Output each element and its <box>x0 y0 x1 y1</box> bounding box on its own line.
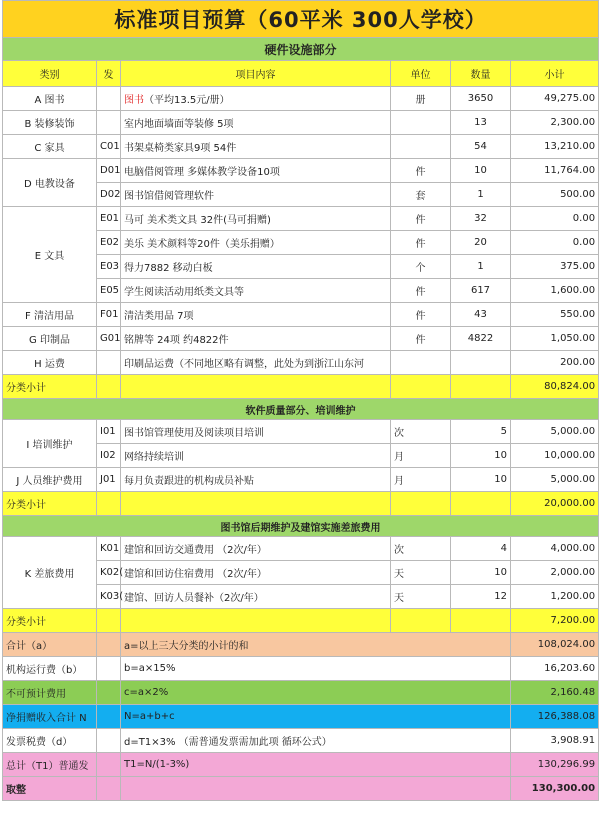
subtotal-value[interactable]: 7,200.00 <box>511 609 599 633</box>
row-subtotal[interactable]: 1,050.00 <box>511 327 599 351</box>
row-code[interactable]: D01 <box>97 159 121 183</box>
row-code[interactable]: E05 <box>97 279 121 303</box>
summary-formula[interactable]: T1=N/(1-3%) <box>121 753 511 777</box>
table-row <box>3 135 599 159</box>
content-text: 铭牌等 24项 约4822件 <box>124 335 229 346</box>
row-unit[interactable]: 天 <box>391 561 451 585</box>
content-text: 室内地面墙面等装修 5项 <box>124 119 234 130</box>
cell[interactable] <box>97 777 121 801</box>
budget-table <box>2 0 599 801</box>
row-qty[interactable] <box>451 351 511 375</box>
cell[interactable] <box>97 753 121 777</box>
row-content[interactable] <box>121 303 391 327</box>
row-unit[interactable] <box>391 135 451 159</box>
row-unit[interactable]: 件 <box>391 303 451 327</box>
summary-value[interactable]: 3,908.91 <box>511 729 599 753</box>
row-category[interactable]: G 印制品 <box>3 327 97 351</box>
subtotal-label[interactable]: 分类小计 <box>3 492 97 516</box>
table-row <box>3 327 599 351</box>
row-category[interactable]: I 培训维护 <box>3 420 97 468</box>
summary-row <box>3 681 599 705</box>
row-qty[interactable]: 20 <box>451 231 511 255</box>
row-unit[interactable]: 件 <box>391 231 451 255</box>
row-code[interactable]: I02 <box>97 444 121 468</box>
row-unit[interactable]: 件 <box>391 207 451 231</box>
row-subtotal[interactable]: 2,300.00 <box>511 111 599 135</box>
subtotal-row <box>3 492 599 516</box>
row-subtotal[interactable]: 2,000.00 <box>511 561 599 585</box>
row-subtotal[interactable]: 200.00 <box>511 351 599 375</box>
subtotal-value[interactable]: 20,000.00 <box>511 492 599 516</box>
header-subtotal[interactable]: 小计 <box>511 61 599 87</box>
row-content[interactable] <box>121 351 391 375</box>
row-qty[interactable]: 10 <box>451 159 511 183</box>
row-subtotal[interactable]: 5,000.00 <box>511 420 599 444</box>
row-content[interactable] <box>121 111 391 135</box>
row-content[interactable] <box>121 231 391 255</box>
row-qty[interactable]: 12 <box>451 585 511 609</box>
row-qty[interactable]: 43 <box>451 303 511 327</box>
row-content[interactable] <box>121 159 391 183</box>
row-code[interactable]: D02 <box>97 183 121 207</box>
summary-value[interactable]: 16,203.60 <box>511 657 599 681</box>
row-code[interactable] <box>97 351 121 375</box>
row-subtotal[interactable]: 11,764.00 <box>511 159 599 183</box>
row-qty[interactable]: 10 <box>451 444 511 468</box>
row-unit[interactable]: 件 <box>391 159 451 183</box>
row-content[interactable] <box>121 327 391 351</box>
row-code[interactable] <box>97 87 121 111</box>
table-row <box>3 468 599 492</box>
cell[interactable] <box>97 492 121 516</box>
header-category[interactable]: 类别 <box>3 61 97 87</box>
row-category[interactable]: E 文具 <box>3 207 97 303</box>
row-qty[interactable]: 32 <box>451 207 511 231</box>
table-row <box>3 159 599 183</box>
summary-value[interactable]: 108,024.00 <box>511 633 599 657</box>
row-category[interactable]: K 差旅费用 <box>3 537 97 609</box>
table-row <box>3 303 599 327</box>
row-content[interactable]: 网络持续培训 <box>121 444 391 468</box>
row-content[interactable] <box>121 135 391 159</box>
row-qty[interactable]: 13 <box>451 111 511 135</box>
summary-row <box>3 705 599 729</box>
header-code[interactable]: 发 <box>97 61 121 87</box>
cell[interactable] <box>97 609 121 633</box>
row-content[interactable]: 建馆和回访交通费用 （2次/年） <box>121 537 391 561</box>
summary-value[interactable]: 2,160.48 <box>511 681 599 705</box>
cell[interactable] <box>451 375 511 399</box>
row-unit[interactable]: 次 <box>391 537 451 561</box>
content-text: 印刷品运费（不同地区略有调整，此处为到浙江山东河 <box>124 359 364 370</box>
row-category[interactable]: B 装修装饰 <box>3 111 97 135</box>
row-subtotal[interactable]: 10,000.00 <box>511 444 599 468</box>
row-code[interactable] <box>97 111 121 135</box>
summary-value[interactable]: 126,388.08 <box>511 705 599 729</box>
header-qty[interactable]: 数量 <box>451 61 511 87</box>
row-category[interactable]: F 清洁用品 <box>3 303 97 327</box>
row-category[interactable]: D 电教设备 <box>3 159 97 207</box>
summary-formula[interactable]: d=T1×3% （需普通发票需加此项 循环公式） <box>121 729 511 753</box>
summary-formula[interactable]: b=a×15% <box>121 657 511 681</box>
row-subtotal[interactable]: 5,000.00 <box>511 468 599 492</box>
cell[interactable] <box>391 609 451 633</box>
row-unit[interactable]: 次 <box>391 420 451 444</box>
row-code[interactable]: F01 <box>97 303 121 327</box>
subtotal-row <box>3 375 599 399</box>
row-code[interactable]: E03 <box>97 255 121 279</box>
row-content[interactable] <box>121 183 391 207</box>
row-subtotal[interactable]: 13,210.00 <box>511 135 599 159</box>
cell[interactable] <box>451 609 511 633</box>
cell[interactable] <box>451 492 511 516</box>
subtotal-value[interactable]: 80,824.00 <box>511 375 599 399</box>
row-qty[interactable]: 10 <box>451 468 511 492</box>
page-title[interactable]: 标准项目预算（60平米 300人学校） <box>3 1 599 38</box>
cell[interactable] <box>121 492 391 516</box>
summary-row <box>3 633 599 657</box>
row-code[interactable]: I01 <box>97 420 121 444</box>
content-text: 得力7882 移动白板 <box>124 263 213 274</box>
row-qty[interactable]: 3650 <box>451 87 511 111</box>
summary-row <box>3 657 599 681</box>
row-qty[interactable]: 1 <box>451 255 511 279</box>
row-code[interactable]: K02( <box>97 561 121 585</box>
row-category[interactable]: J 人员维护费用 <box>3 468 97 492</box>
summary-label[interactable]: 不可预计费用 <box>3 681 97 705</box>
row-qty[interactable]: 5 <box>451 420 511 444</box>
subtotal-label[interactable]: 分类小计 <box>3 375 97 399</box>
row-qty[interactable]: 1 <box>451 183 511 207</box>
row-code[interactable]: G01 <box>97 327 121 351</box>
summary-row <box>3 753 599 777</box>
row-unit[interactable]: 件 <box>391 327 451 351</box>
row-subtotal[interactable]: 0.00 <box>511 231 599 255</box>
row-unit[interactable]: 月 <box>391 468 451 492</box>
row-content[interactable]: 每月负责跟进的机构成员补贴 <box>121 468 391 492</box>
table-row <box>3 351 599 375</box>
content-text: 图书馆借阅管理软件 <box>124 191 214 202</box>
table-row <box>3 537 599 561</box>
summary-label[interactable]: 发票税费（d） <box>3 729 97 753</box>
content-text: 清洁类用品 7项 <box>124 311 194 322</box>
header-row <box>3 61 599 87</box>
row-qty[interactable]: 10 <box>451 561 511 585</box>
summary-label[interactable]: 净捐赠收入合计 N <box>3 705 97 729</box>
row-unit[interactable]: 月 <box>391 444 451 468</box>
cell[interactable] <box>391 375 451 399</box>
section-travel[interactable]: 图书馆后期维护及建馆实施差旅费用 <box>3 516 599 537</box>
table-row <box>3 87 599 111</box>
summary-row <box>3 777 599 801</box>
row-code[interactable]: J01 <box>97 468 121 492</box>
row-content[interactable] <box>121 207 391 231</box>
content-text: 学生阅读活动用纸类文具等 <box>124 287 244 298</box>
subtotal-row <box>3 609 599 633</box>
cell[interactable] <box>97 375 121 399</box>
subtotal-label[interactable]: 分类小计 <box>3 609 97 633</box>
cell[interactable] <box>391 492 451 516</box>
row-subtotal[interactable]: 375.00 <box>511 255 599 279</box>
summary-label[interactable]: 合计（a） <box>3 633 97 657</box>
row-category[interactable]: H 运费 <box>3 351 97 375</box>
row-code[interactable]: E01 <box>97 207 121 231</box>
row-unit[interactable] <box>391 351 451 375</box>
section-hardware[interactable]: 硬件设施部分 <box>3 38 599 61</box>
row-unit[interactable]: 套 <box>391 183 451 207</box>
summary-value[interactable]: 130,296.99 <box>511 753 599 777</box>
section-row <box>3 399 599 420</box>
row-qty[interactable]: 4 <box>451 537 511 561</box>
summary-label[interactable]: 总计（T1）普通发 <box>3 753 97 777</box>
section-row <box>3 516 599 537</box>
summary-value[interactable]: 130,300.00 <box>511 777 599 801</box>
row-unit[interactable]: 个 <box>391 255 451 279</box>
content-text: （平均13.5元/册） <box>144 95 230 106</box>
row-code[interactable]: C01 <box>97 135 121 159</box>
budget-sheet <box>2 0 598 801</box>
row-code[interactable]: E02 <box>97 231 121 255</box>
content-text: 马可 美术类文具 32件(马可捐赠) <box>124 215 271 226</box>
cell[interactable] <box>97 633 121 657</box>
row-qty[interactable]: 617 <box>451 279 511 303</box>
row-unit[interactable] <box>391 111 451 135</box>
row-subtotal[interactable]: 500.00 <box>511 183 599 207</box>
row-subtotal[interactable]: 550.00 <box>511 303 599 327</box>
content-text: 书架桌椅类家具9项 54件 <box>124 143 237 154</box>
cell[interactable] <box>121 375 391 399</box>
content-highlight: 图书 <box>124 95 144 106</box>
row-subtotal[interactable]: 4,000.00 <box>511 537 599 561</box>
row-code[interactable]: K01 <box>97 537 121 561</box>
header-unit[interactable]: 单位 <box>391 61 451 87</box>
row-content[interactable]: 图书馆管理使用及阅读项目培训 <box>121 420 391 444</box>
summary-formula[interactable]: N=a+b+c <box>121 705 511 729</box>
row-unit[interactable]: 册 <box>391 87 451 111</box>
row-qty[interactable]: 54 <box>451 135 511 159</box>
summary-label[interactable]: 取整 <box>3 777 97 801</box>
header-content[interactable]: 项目内容 <box>121 61 391 87</box>
section-row <box>3 38 599 61</box>
row-category[interactable]: A 图书 <box>3 87 97 111</box>
content-text: 电脑借阅管理 多媒体教学设备10项 <box>124 167 280 178</box>
row-subtotal[interactable]: 49,275.00 <box>511 87 599 111</box>
section-software[interactable]: 软件质量部分、培训维护 <box>3 399 599 420</box>
table-row <box>3 207 599 231</box>
row-subtotal[interactable]: 0.00 <box>511 207 599 231</box>
summary-row <box>3 729 599 753</box>
row-unit[interactable]: 件 <box>391 279 451 303</box>
row-qty[interactable]: 4822 <box>451 327 511 351</box>
row-unit[interactable]: 天 <box>391 585 451 609</box>
row-subtotal[interactable]: 1,200.00 <box>511 585 599 609</box>
row-category[interactable]: C 家具 <box>3 135 97 159</box>
content-text: 美乐 美术颜料等20件（美乐捐赠） <box>124 239 280 250</box>
summary-label[interactable]: 机构运行费（b） <box>3 657 97 681</box>
row-code[interactable]: K03( <box>97 585 121 609</box>
row-content[interactable]: 建馆、回访人员餐补（2次/年） <box>121 585 391 609</box>
cell[interactable] <box>97 705 121 729</box>
table-row <box>3 111 599 135</box>
cell[interactable] <box>97 729 121 753</box>
summary-formula[interactable]: a=以上三大分类的小计的和 <box>121 633 511 657</box>
summary-formula[interactable]: c=a×2% <box>121 681 511 705</box>
row-content[interactable] <box>121 255 391 279</box>
cell[interactable] <box>97 681 121 705</box>
row-content[interactable] <box>121 87 391 111</box>
cell[interactable] <box>121 609 391 633</box>
cell[interactable] <box>97 657 121 681</box>
row-content[interactable]: 建馆和回访住宿费用 （2次/年） <box>121 561 391 585</box>
row-subtotal[interactable]: 1,600.00 <box>511 279 599 303</box>
summary-formula[interactable] <box>121 777 511 801</box>
row-content[interactable] <box>121 279 391 303</box>
table-row <box>3 420 599 444</box>
title-row <box>3 1 599 38</box>
